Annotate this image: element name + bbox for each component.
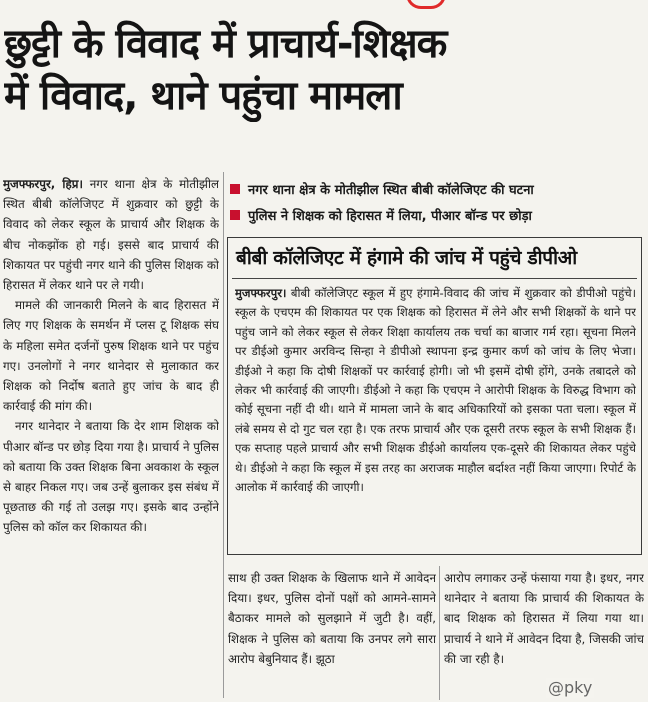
bullet-text: नगर थाना क्षेत्र के मोतीझील स्थित बीबी कॉलेजिएट की घटना — [248, 183, 534, 198]
left-column — [3, 174, 219, 700]
watermark: @pky — [548, 678, 593, 697]
bullet-item — [230, 202, 644, 228]
headline-line-1: छुट्टी के विवाद में प्राचार्य-शिक्षक — [4, 21, 447, 67]
left-paragraph-1-text: नगर थाना क्षेत्र के मोतीझील स्थित बीबी कॉलेजिएट में शुक्रवार को छुट्टी के विवाद को लेकर स्कूल के प्राचार्य और शिक्षक के बीच नोकझोंक हो गई। इससे बाद प्राचार्य की शिकायत पर पहुंची नगर थाने की पुलिस शिक्षक को हिरासत में लेकर थाने पर ले गयी। — [3, 177, 219, 293]
box-body — [235, 284, 636, 550]
right-column-text: आरोप लगाकर उन्हें फंसाया गया है। इधर, नगर थानेदार ने बताया कि प्राचार्य की शिकायत के बाद शिक्षक को हिरासत में लिया गया था। प्राचार्य ने थाने में आवेदन दिया है, जिसकी जांच की जा रही है। — [444, 571, 644, 666]
dateline: मुजफ्फरपुर, हिप्र। — [3, 177, 83, 191]
box-body-text: बीबी कॉलेजिएट स्कूल में हुए हंगामे-विवाद की जांच में शुक्रवार को डीपीओ पहुंचे। स्कूल के एचएम की शिकायत पर एक शिक्षक को हिरासत में लेने और सभी शिक्षकों के थाने पर पहुंच जाने को लेकर स्कूल से लेकर शिक्षा कार्यालय तक चर्चा का बाजार गर्म रहा। सूचना मिलने पर डीईओ कुमार अरविन्द सिन्हा ने डीपीओ स्थापना इन्द्र कुमार कर्ण को जांच के लिए भेजा। डीईओ ने कहा कि दोषी शिक्षकों पर कार्रवाई होगी। जो भी इसमें दोषी होंगे, उनके तबादले को लेकर भी कार्रवाई की जाएगी। डीईओ ने कहा कि एचएम ने आरोपी शिक्षक के विरुद्ध विभाग को कोई सूचना नहीं दी थी। थाने में मामला जाने के बाद अधिकारियों को इसका पता चला। स्कूल में लंबे समय से दो गुट चल रहा है। एक तरफ प्राचार्य और एक दूसरी तरफ स्कूल के सभी शिक्षक हैं। एक सप्ताह पहले प्राचार्य और सभी शिक्षक डीईओ कार्यालय एक-दूसरे की शिकायत लेकर पहुंचे थे। डीईओ ने कहा कि स्कूल में इस तरह का अराजक माहौल बर्दाश्त नहीं किया जाएगा। रिपोर्ट के आलोक में कार्रवाई की जाएगी। — [235, 286, 636, 495]
red-square-bullet-icon — [230, 210, 240, 220]
red-square-bullet-icon — [230, 184, 240, 194]
bullet-text: पुलिस ने शिक्षक को हिरासत में लिया, पीआर बॉन्ड पर छोड़ा — [248, 209, 532, 224]
box-paragraph — [235, 284, 636, 497]
box-title: बीबी कॉलेजिएट में हंगामे की जांच में पहुंचे डीपीओ — [236, 247, 577, 269]
middle-column-text: साथ ही उक्त शिक्षक के खिलाफ थाने में आवेदन दिया। इधर, पुलिस दोनों पक्षों को आमने-सामने बैठाकर मामले को सुलझाने में जुटी है। वहीं, शिक्षक ने पुलिस को बताया कि उनपर लगे सारा आरोप बेबुनियाद हैं। झूठा — [228, 571, 436, 666]
bullet-item — [230, 176, 644, 202]
left-paragraph-1 — [3, 174, 219, 295]
middle-column — [228, 568, 436, 700]
box-dateline: मुजफ्फरपुर। — [235, 286, 287, 300]
left-paragraph-2: मामले की जानकारी मिलने के बाद हिरासत में लिए गए शिक्षक के समर्थन में प्लस टू शिक्षक संघ के महिला समेत दर्जनों पुरुष शिक्षक थाने पर पहुंच गए। उनलोगों ने नगर थानेदार से मुलाकात कर शिक्षक को निर्दोष बताते हुए जांच के बाद ही कार्रवाई की मांग की। — [3, 298, 219, 414]
box-title-rule — [232, 278, 637, 279]
left-paragraph-3: नगर थानेदार ने बताया कि देर शाम शिक्षक को पीआर बॉन्ड पर छोड़ दिया गया है। प्राचार्य ने पुलिस को बताया कि उक्त शिक्षक बिना अवकाश के स्कूल से बाहर निकल गए। जब उन्हें बुलाकर इस संबंध में पूछताछ की गई तो उलझ गए। इसके बाद उन्होंने पुलिस को कॉल कर शिकायत की। — [3, 419, 219, 535]
column-divider-left — [223, 172, 224, 698]
sidebar-story-box — [227, 237, 642, 555]
right-column — [444, 568, 644, 700]
column-divider-bottom — [439, 566, 440, 700]
headline — [4, 18, 644, 122]
accent-arc-decoration — [406, 0, 446, 9]
headline-line-2: में विवाद, थाने पहुंचा मामला — [4, 73, 402, 119]
highlight-bullets — [230, 176, 644, 228]
